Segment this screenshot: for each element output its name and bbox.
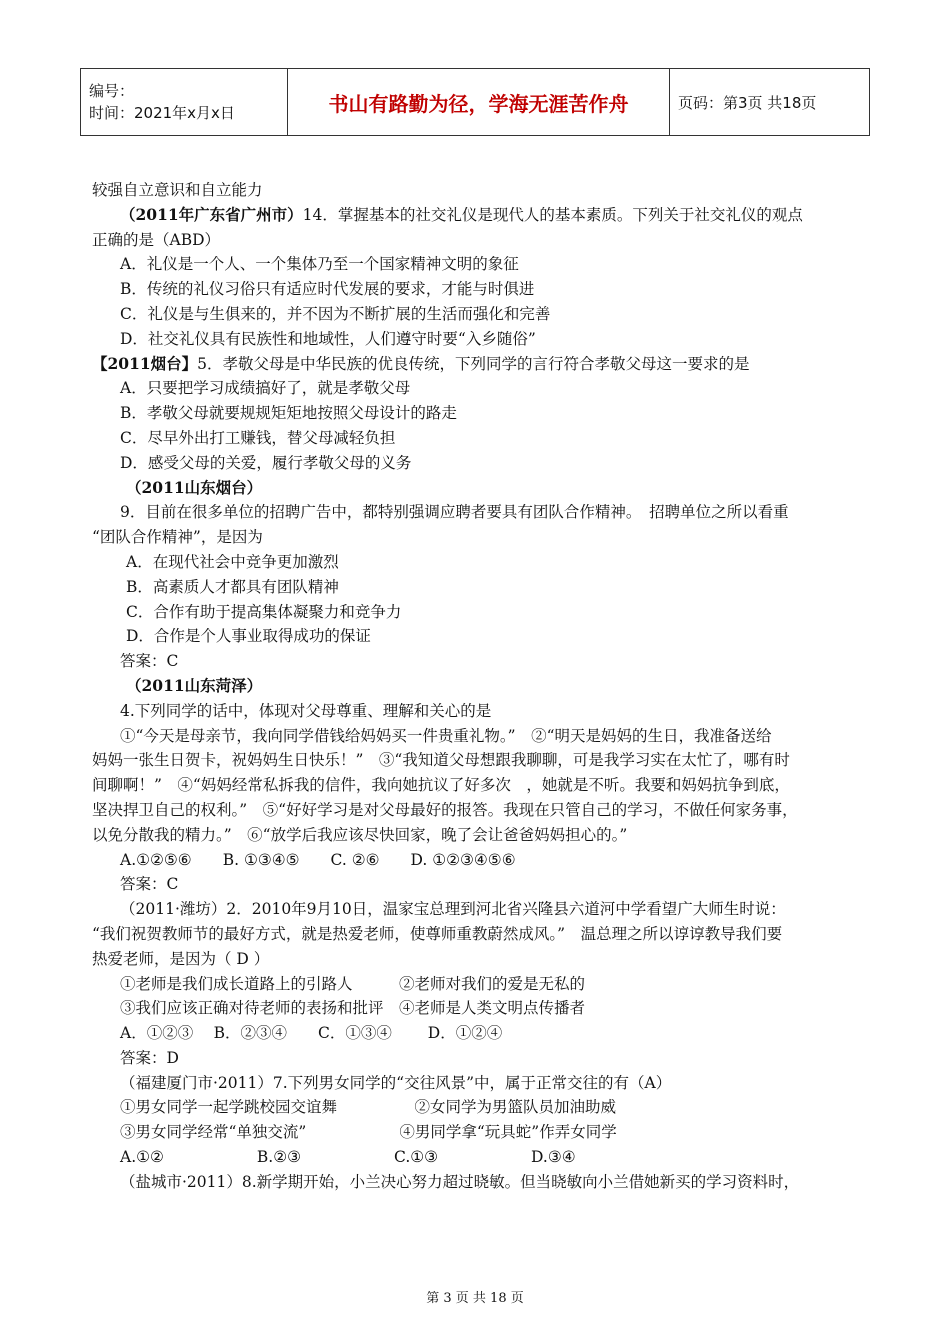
line-text: D．感受父母的关爱，履行孝敬父母的义务 — [120, 453, 412, 472]
page-header — [80, 68, 870, 136]
line-text: 正确的是（ABD） — [92, 230, 221, 249]
text-line — [92, 1170, 882, 1195]
line-text: 热爱老师，是因为（ D ） — [92, 949, 270, 968]
text-line — [92, 1095, 882, 1120]
text-line — [92, 674, 882, 699]
text-line — [92, 624, 882, 649]
line-text: B．高素质人才都具有团队精神 — [126, 577, 339, 596]
text-line — [92, 947, 882, 972]
number-label: 编号： — [89, 82, 135, 100]
line-text: 答案：C — [120, 652, 179, 671]
header-meta — [81, 69, 288, 136]
line-text: A．礼仪是一个人、一个集体乃至一个国家精神文明的象征 — [120, 255, 519, 274]
line-text: D．合作是个人事业取得成功的保证 — [126, 627, 371, 646]
page-footer: 第 3 页 共 18 页 — [426, 1291, 524, 1306]
line-text: ①老师是我们成长道路上的引路人 ②老师对我们的爱是无私的 — [120, 974, 586, 993]
text-line — [92, 525, 882, 550]
line-text: C．合作有助于提高集体凝聚力和竞争力 — [126, 602, 402, 621]
line-text: （福建厦门市·2011）7.下列男女同学的“交往风景”中，属于正常交往的有（A） — [120, 1073, 672, 1092]
text-line — [92, 897, 882, 922]
text-line — [92, 1071, 882, 1096]
header-page-info: 页码：第3页 共18页 — [670, 69, 870, 136]
text-line — [92, 748, 882, 773]
line-text: A.①②⑤⑥ B. ①③④⑤ C. ②⑥ D. ①②③④⑤⑥ — [120, 850, 516, 869]
text-line — [92, 550, 882, 575]
text-line — [92, 352, 882, 377]
line-text: 间聊啊！” ④“妈妈经常私拆我的信件，我向她抗议了好多次 ，她就是不听。我要和妈妈抗争到底， — [92, 776, 790, 795]
line-text: ①男女同学一起学跳校园交谊舞 ②女同学为男篮队员加油助威 — [120, 1098, 617, 1117]
text-line — [92, 699, 882, 724]
text-line — [92, 228, 882, 253]
line-text: 5．孝敬父母是中华民族的优良传统，下列同学的言行符合孝敬父母这一要求的是 — [197, 354, 750, 373]
text-line — [92, 972, 882, 997]
document-body — [92, 178, 882, 1195]
text-line — [92, 724, 882, 749]
line-text: 14．掌握基本的社交礼仪是现代人的基本素质。下列关于社交礼仪的观点 — [302, 205, 803, 224]
line-text: C．礼仪是与生俱来的，并不因为不断扩展的生活而强化和完善 — [120, 304, 551, 323]
line-text: A．①②③ B．②③④ C．①③④ D．①②④ — [120, 1024, 503, 1043]
line-text: C．尽早外出打工赚钱，替父母减轻负担 — [120, 428, 396, 447]
line-text: 较强自立意识和自立能力 — [92, 181, 263, 199]
text-line — [92, 252, 882, 277]
text-line — [92, 848, 882, 873]
text-line — [92, 798, 882, 823]
line-text: ①“今天是母亲节，我向同学借钱给妈妈买一件贵重礼物。” ②“明天是妈妈的生日，我准备送给 — [120, 726, 772, 745]
source-label: （2011山东烟台） — [126, 477, 263, 497]
line-text: B．传统的礼仪习俗只有适应时代发展的要求，才能与时俱进 — [120, 280, 535, 299]
text-line — [92, 1120, 882, 1145]
source-label: （2011年广东省广州市） — [120, 204, 303, 224]
line-text: 以免分散我的精力。” ⑥“放学后我应该尽快回家，晚了会让爸爸妈妈担心的。” — [92, 825, 628, 844]
line-text: 坚决捍卫自己的权利。” ⑤“好好学习是对父母最好的报答。我现在只管自己的学习，不做任何家务事， — [92, 800, 798, 819]
text-line — [92, 1021, 882, 1046]
header-motto: 书山有路勤为径，学海无涯苦作舟 — [288, 69, 670, 136]
source-label: （2011山东菏泽） — [126, 675, 263, 695]
text-line — [92, 600, 882, 625]
line-text: A.①② B.②③ C.①③ D.③④ — [120, 1148, 576, 1167]
time-label: 时间：2021年x月x日 — [89, 104, 235, 122]
line-text: 答案：C — [120, 875, 179, 894]
line-text: （盐城市·2011）8.新学期开始，小兰决心努力超过晓敏。但当晓敏向小兰借她新买的学习资料时， — [120, 1172, 800, 1191]
line-text: B．孝敬父母就要规规矩矩地按照父母设计的路走 — [120, 404, 457, 423]
text-line — [92, 277, 882, 302]
text-line — [92, 327, 882, 352]
text-line — [92, 649, 882, 674]
text-line — [92, 1145, 882, 1170]
source-label: 【2011烟台】 — [92, 353, 198, 373]
line-text: 答案：D — [120, 1048, 179, 1067]
text-line — [92, 1046, 882, 1071]
text-line — [92, 500, 882, 525]
text-line — [92, 872, 882, 897]
text-line — [92, 451, 882, 476]
text-line — [92, 476, 882, 501]
text-line — [92, 996, 882, 1021]
text-line — [92, 823, 882, 848]
line-text: “我们祝贺教师节的最好方式，就是热爱老师，使尊师重教蔚然成风。” 温总理之所以谆谆教导我们要 — [92, 924, 783, 943]
line-text: ③我们应该正确对待老师的表扬和批评 ④老师是人类文明点传播者 — [120, 999, 586, 1018]
line-text: “团队合作精神”，是因为 — [92, 528, 263, 547]
text-line — [92, 575, 882, 600]
text-line — [92, 773, 882, 798]
text-line — [92, 922, 882, 947]
line-text: D．社交礼仪具有民族性和地域性，人们遵守时要“入乡随俗” — [120, 329, 536, 348]
text-line — [92, 376, 882, 401]
text-line — [92, 401, 882, 426]
line-text: （2011·潍坊）2．2010年9月10日，温家宝总理到河北省兴隆县六道河中学看望广大师生时说： — [120, 900, 786, 919]
line-text: 4.下列同学的话中，体现对父母尊重、理解和关心的是 — [120, 701, 492, 720]
line-text: 9．目前在很多单位的招聘广告中，都特别强调应聘者要具有团队合作精神。 招聘单位之所以看重 — [120, 503, 789, 522]
text-line — [92, 178, 882, 203]
line-text: A．在现代社会中竞争更加激烈 — [126, 552, 339, 571]
line-text: A．只要把学习成绩搞好了，就是孝敬父母 — [120, 379, 411, 398]
text-line — [92, 302, 882, 327]
text-line — [92, 203, 882, 228]
line-text: ③男女同学经常“单独交流” ④男同学拿“玩具蛇”作弄女同学 — [120, 1123, 617, 1142]
text-line — [92, 426, 882, 451]
line-text: 妈妈一张生日贺卡，祝妈妈生日快乐！” ③“我知道父母想跟我聊聊，可是我学习实在太忙了，哪有时 — [92, 751, 790, 770]
